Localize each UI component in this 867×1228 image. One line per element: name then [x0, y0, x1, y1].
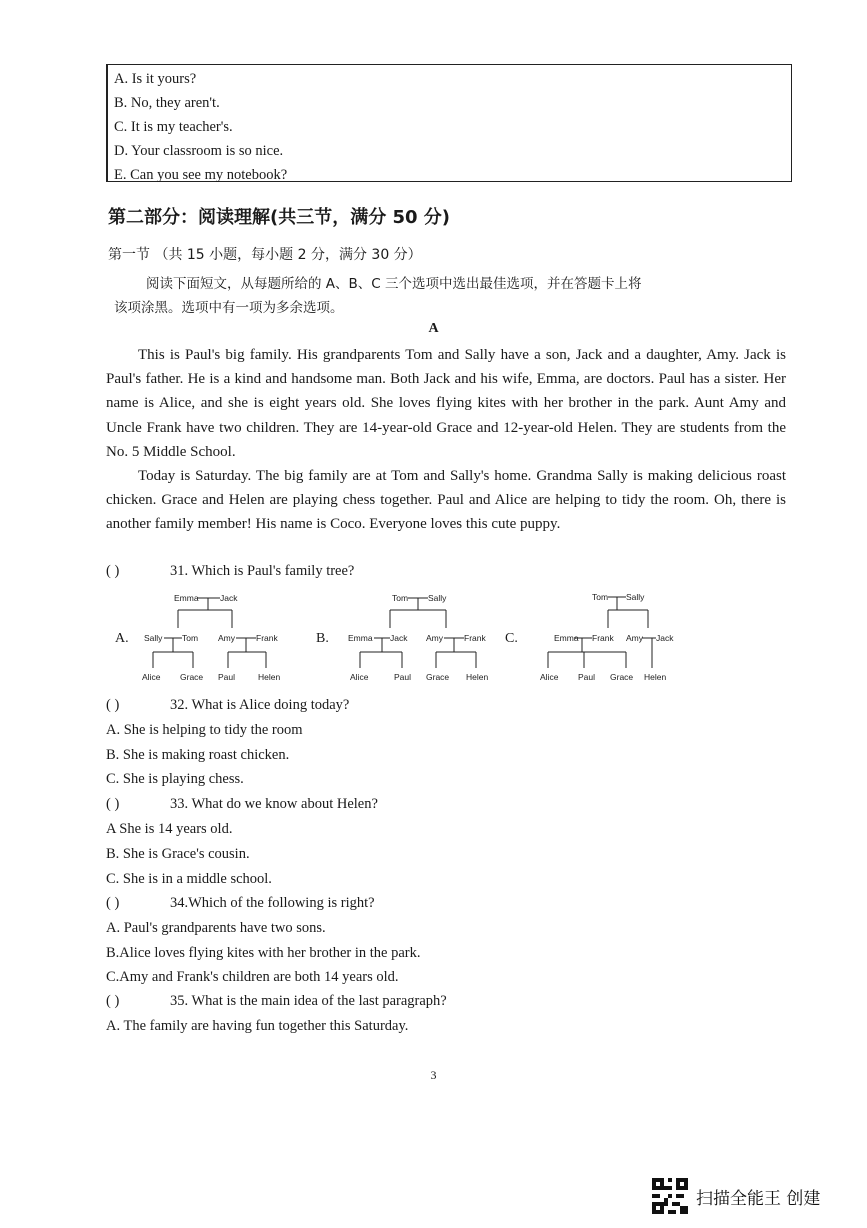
tree-a-bottom-4: Helen: [258, 672, 281, 682]
q33-choice-c: C. She is in a middle school.: [106, 871, 272, 887]
section-title: 第一节 （共 15 小题，每小题 2 分，满分 30 分）: [108, 247, 422, 263]
passage-text: [106, 343, 786, 537]
tree-a-mid-4: Frank: [256, 633, 278, 643]
option-a: A. Is it yours?: [114, 71, 197, 87]
question-text: 35. What is the main idea of the last paragraph?: [170, 993, 447, 1009]
tree-b-mid-4: Frank: [464, 633, 486, 643]
family-tree-b: [344, 590, 494, 685]
tree-c-bottom-4: Helen: [644, 672, 667, 682]
instructions-line-1: 阅读下面短文，从每题所给的 A、B、C 三个选项中选出最佳选项，并在答题卡上将: [146, 276, 642, 292]
tree-c-top-left: Tom: [592, 592, 609, 602]
option-e: E. Can you see my notebook?: [114, 167, 288, 183]
answer-blank[interactable]: ( ): [106, 563, 120, 579]
answer-blank[interactable]: ( ): [106, 796, 120, 812]
qr-code-icon: [652, 1178, 688, 1214]
tree-option-b-label: B.: [316, 631, 329, 646]
q33-choice-a: A She is 14 years old.: [106, 821, 233, 837]
question-text: 32. What is Alice doing today?: [170, 697, 350, 713]
page-number: 3: [430, 1068, 437, 1082]
passage-letter: A: [428, 321, 439, 336]
tree-c-mid-1: Emma: [554, 633, 579, 643]
tree-a-top-right: Jack: [220, 593, 238, 603]
question-text: 34.Which of the following is right?: [170, 895, 375, 911]
tree-option-a-label: A.: [115, 631, 129, 646]
tree-b-mid-1: Emma: [348, 633, 373, 643]
q32-choice-a: A. She is helping to tidy the room: [106, 722, 303, 738]
tree-c-mid-2: Frank: [592, 633, 614, 643]
tree-a-bottom-1: Alice: [142, 672, 161, 682]
tree-c-bottom-1: Alice: [540, 672, 559, 682]
option-c: C. It is my teacher's.: [114, 119, 233, 135]
passage-paragraph-1: This is Paul's big family. His grandparents Tom and Sally have a son, Jack and a daughter, Amy. Jack is Paul's father. He is a kind and handsome man. Both Jack and his wife, Emma, are doctors. Paul has a sister. Her name is Alice, and she is eight years old. She loves flying kites with her brother in the park. Aunt Amy and Uncle Frank have two children. They are 14-year-old Grace and 12-year-old Helen. They are students from the No. 5 Middle School.: [106, 347, 786, 460]
tree-c-bottom-2: Paul: [578, 672, 596, 682]
tree-c-mid-3: Amy: [626, 633, 643, 643]
tree-a-bottom-3: Paul: [218, 672, 236, 682]
option-b: B. No, they aren't.: [114, 95, 220, 111]
question-32: [106, 697, 349, 714]
instructions-line-2: 该项涂黑。选项中有一项为多余选项。: [114, 300, 344, 316]
tree-b-bottom-1: Alice: [350, 672, 369, 682]
q32-choice-b: B. She is making roast chicken.: [106, 747, 290, 763]
tree-b-bottom-4: Helen: [466, 672, 489, 682]
tree-c-mid-4: Jack: [656, 633, 674, 643]
option-d: D. Your classroom is so nice.: [114, 143, 284, 159]
tree-a-top-left: Emma: [174, 593, 199, 603]
question-31: [106, 563, 354, 580]
options-box: [106, 64, 792, 182]
tree-a-mid-3: Amy: [218, 633, 235, 643]
tree-b-top-right: Sally: [428, 593, 447, 603]
question-text: 33. What do we know about Helen?: [170, 796, 378, 812]
tree-c-bottom-3: Grace: [610, 672, 634, 682]
question-35: [106, 993, 447, 1010]
question-33: [106, 796, 378, 813]
tree-c-top-right: Sally: [626, 592, 645, 602]
question-34: [106, 895, 375, 912]
tree-b-top-left: Tom: [392, 593, 409, 603]
question-text: 31. Which is Paul's family tree?: [170, 563, 355, 579]
q32-choice-c: C. She is playing chess.: [106, 771, 244, 787]
q33-choice-b: B. She is Grace's cousin.: [106, 846, 250, 862]
answer-blank[interactable]: ( ): [106, 993, 120, 1009]
tree-b-mid-2: Jack: [390, 633, 408, 643]
tree-a-bottom-2: Grace: [180, 672, 204, 682]
answer-blank[interactable]: ( ): [106, 697, 120, 713]
scanner-watermark: [652, 1175, 844, 1217]
tree-b-bottom-2: Paul: [394, 672, 412, 682]
answer-blank[interactable]: ( ): [106, 895, 120, 911]
watermark-text: 扫描全能王 创建: [696, 1188, 821, 1209]
part-title: 第二部分：阅读理解(共三节，满分 50 分): [108, 207, 451, 228]
tree-b-mid-3: Amy: [426, 633, 443, 643]
q34-choice-c: C.Amy and Frank's children are both 14 years old.: [106, 969, 399, 985]
q34-choice-a: A. Paul's grandparents have two sons.: [106, 920, 326, 936]
tree-b-bottom-3: Grace: [426, 672, 450, 682]
family-tree-a: [140, 590, 290, 685]
tree-a-mid-2: Tom: [182, 633, 199, 643]
family-tree-c: [534, 588, 684, 685]
passage-paragraph-2: Today is Saturday. The big family are at Tom and Sally's home. Grandma Sally is making delicious roast chicken. Grace and Helen are playing chess together. Paul and Alice are helping to tidy the room. Oh, there is another family member! His name is Coco. Everyone loves this cute puppy.: [106, 468, 786, 533]
tree-option-c-label: C.: [505, 631, 518, 646]
tree-a-mid-1: Sally: [144, 633, 163, 643]
q35-choice-a: A. The family are having fun together this Saturday.: [106, 1018, 409, 1034]
q34-choice-b: B.Alice loves flying kites with her brother in the park.: [106, 945, 421, 961]
